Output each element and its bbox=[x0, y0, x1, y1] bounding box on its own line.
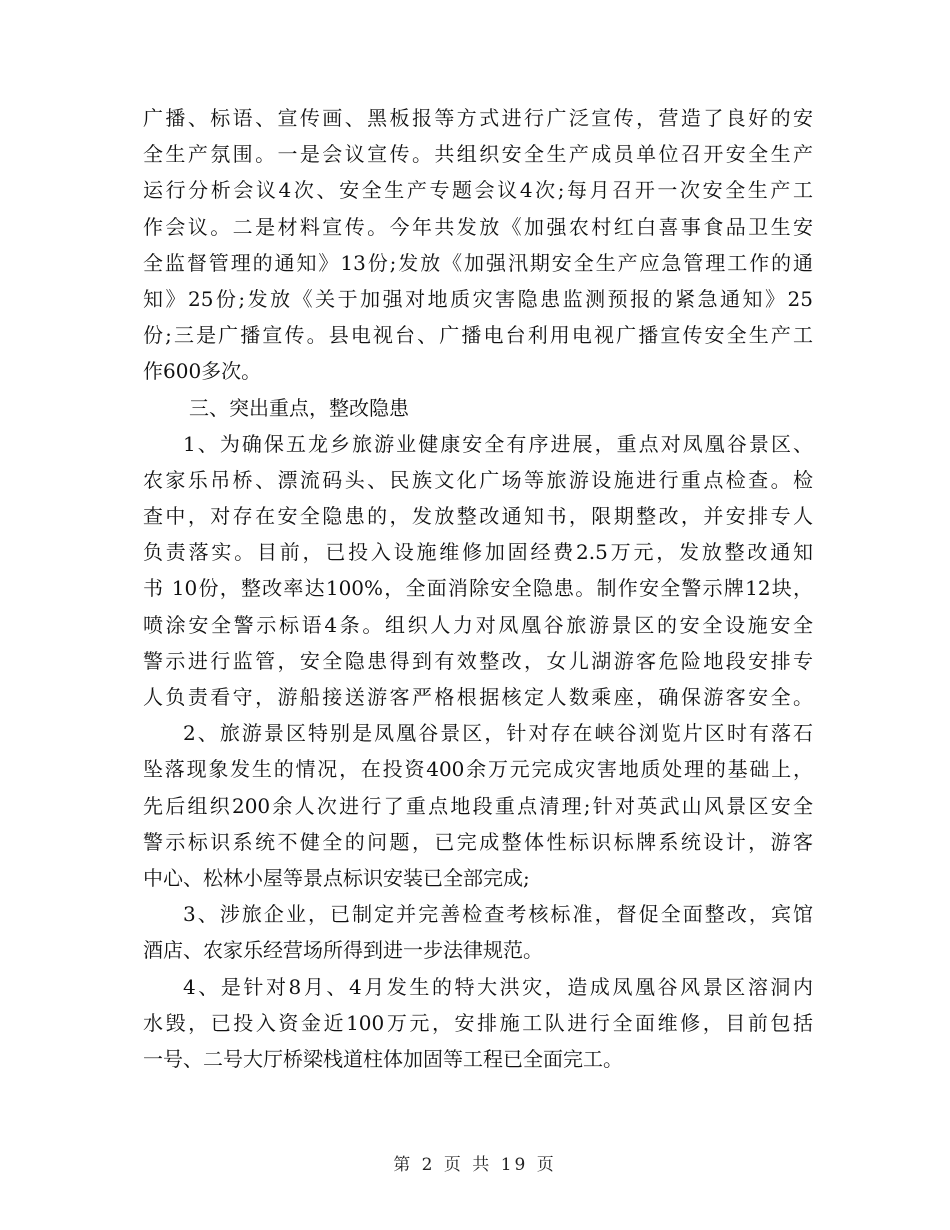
text-line: 查中，对存在安全隐患的，发放整改通知书，限期整改，并安排专人 bbox=[143, 504, 813, 529]
text-line: 书 10份，整改率达100%，全面消除安全隐患。制作安全警示牌12块， bbox=[143, 576, 813, 601]
text-line: 2、旅游景区特别是凤凰谷景区，针对存在峡谷浏览片区时有落石 bbox=[183, 721, 813, 746]
text-line: 人负责看守，游船接送游客严格根据核定人数乘座，确保游客安全。 bbox=[143, 685, 813, 709]
body-text bbox=[143, 100, 813, 1077]
text-line: 1、为确保五龙乡旅游业健康安全有序进展，重点对凤凰谷景区、 bbox=[183, 431, 813, 456]
text-line: 农家乐吊桥、漂流码头、民族文化广场等旅游设施进行重点检查。检 bbox=[143, 467, 813, 492]
text-line: 酒店、农家乐经营场所得到进一步法律规范。 bbox=[143, 938, 543, 963]
text-line: 水毁，已投入资金近100万元，安排施工队进行全面维修，目前包括 bbox=[143, 1010, 813, 1035]
page-footer: 第 2 页 共 19 页 bbox=[393, 1155, 557, 1175]
text-line: 3、涉旅企业，已制定并完善检查考核标准，督促全面整改，宾馆 bbox=[183, 902, 813, 927]
text-line: 全监督管理的通知》13份;发放《加强汛期安全生产应急管理工作的通 bbox=[143, 250, 813, 275]
text-line: 作会议。二是材料宣传。今年共发放《加强农村红白喜事食品卫生安 bbox=[143, 214, 813, 239]
text-line: 警示进行监管，安全隐患得到有效整改，女儿湖游客危险地段安排专 bbox=[143, 648, 813, 673]
text-line: 份;三是广播宣传。县电视台、广播电台利用电视广播宣传安全生产工 bbox=[143, 323, 813, 348]
text-line: 全生产氛围。一是会议宣传。共组织安全生产成员单位召开安全生产 bbox=[143, 142, 813, 167]
text-line: 警示标识系统不健全的问题，已完成整体性标识标牌系统设计，游客 bbox=[143, 829, 813, 854]
text-line: 中心、松林小屋等景点标识安装已全部完成; bbox=[143, 865, 530, 890]
text-line: 知》25份;发放《关于加强对地质灾害隐患监测预报的紧急通知》25 bbox=[143, 286, 813, 311]
text-line: 4、是针对8月、4月发生的特大洪灾，造成凤凰谷风景区溶洞内 bbox=[183, 974, 813, 999]
text-line: 负责落实。目前，已投入设施维修加固经费2.5万元，发放整改通知 bbox=[143, 540, 813, 565]
text-line: 作600多次。 bbox=[143, 359, 262, 384]
text-line: 广播、标语、宣传画、黑板报等方式进行广泛宣传，营造了良好的安 bbox=[143, 106, 813, 130]
text-line: 喷涂安全警示标语4条。组织人力对凤凰谷旅游景区的安全设施安全 bbox=[143, 612, 813, 637]
text-line: 坠落现象发生的情况，在投资400余万元完成灾害地质处理的基础上， bbox=[143, 757, 813, 782]
text-line: 先后组织200余人次进行了重点地段重点清理;针对英武山风景区安全 bbox=[143, 793, 813, 818]
text-line: 运行分析会议4次、安全生产专题会议4次;每月召开一次安全生产工 bbox=[143, 178, 813, 203]
text-line: 一号、二号大厅桥梁栈道柱体加固等工程已全面完工。 bbox=[143, 1046, 623, 1071]
section-heading: 三、突出重点，整改隐患 bbox=[189, 395, 409, 420]
